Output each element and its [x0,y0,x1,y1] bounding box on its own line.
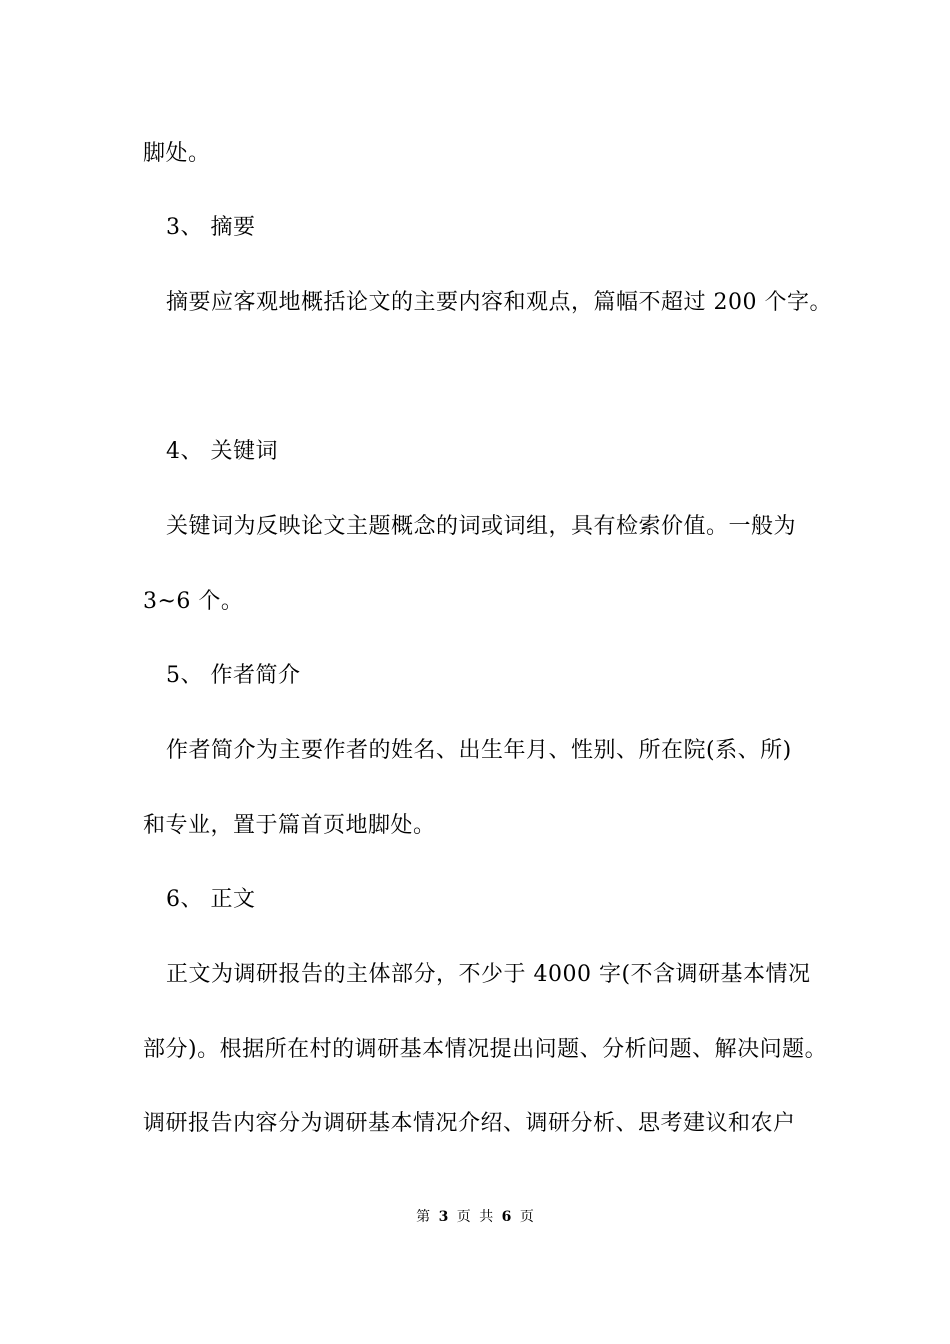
footer-prefix: 第 [416,1209,431,1225]
body-text-line: 关键词为反映论文主题概念的词或词组，具有检索价值。一般为 [166,514,797,539]
body-text-line: 和专业，置于篇首页地脚处。 [143,813,436,838]
body-text-line: 正文为调研报告的主体部分，不少于 4000 字(不含调研基本情况 [166,962,811,987]
body-text-line: 脚处。 [143,141,211,166]
total-page-number: 6 [501,1209,512,1225]
current-page-number: 3 [438,1209,449,1225]
section-heading: 4、 关键词 [166,439,278,464]
body-text-line: 摘要应客观地概括论文的主要内容和观点，篇幅不超过 200 个字。 [166,290,832,315]
body-text-line: 3~6 个。 [143,589,244,614]
body-text-line: 部分)。根据所在村的调研基本情况提出问题、分析问题、解决问题。 [143,1037,828,1062]
body-text-line: 作者简介为主要作者的姓名、出生年月、性别、所在院(系、所) [166,738,792,763]
section-heading: 3、 摘要 [166,215,256,240]
section-heading: 5、 作者简介 [166,663,301,688]
footer-total-label: 共 [479,1209,494,1225]
section-heading: 6、 正文 [166,887,256,912]
body-text-line: 调研报告内容分为调研基本情况介绍、调研分析、思考建议和农户 [143,1111,796,1136]
footer-suffix: 页 [519,1209,534,1225]
page-footer [0,1208,950,1226]
footer-page-label: 页 [456,1209,471,1225]
